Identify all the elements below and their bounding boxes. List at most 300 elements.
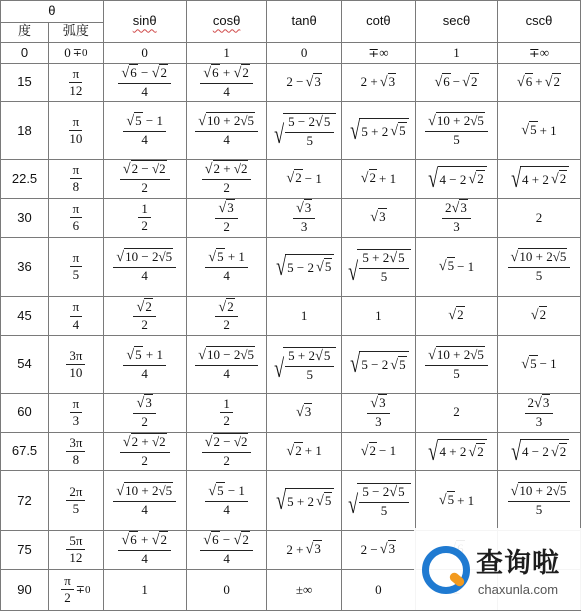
radicand: 10 + 2√5 [519, 249, 567, 265]
denominator: 4 [223, 501, 230, 517]
cos-value-cell [186, 43, 267, 64]
numerator [133, 300, 155, 318]
radical [218, 200, 234, 215]
big-radical [348, 351, 408, 377]
radical [136, 395, 152, 410]
cell-content [418, 259, 495, 275]
radical [203, 65, 219, 80]
degree-cell [1, 102, 49, 159]
big-radical [272, 347, 336, 382]
radicand: 2 [477, 443, 484, 459]
cell-content [500, 163, 578, 193]
expression [522, 445, 567, 461]
radical [511, 483, 568, 498]
expression [522, 172, 567, 188]
degree-value: 18 [17, 122, 32, 138]
radical [205, 434, 249, 449]
sec-header: secθ [416, 1, 498, 43]
radical [521, 123, 537, 139]
radical [126, 113, 142, 128]
radian-value [51, 574, 101, 606]
radical [380, 75, 396, 91]
numerator [113, 484, 176, 502]
radian-value [51, 46, 101, 60]
radical-sign: √ [389, 250, 398, 267]
numerator [123, 348, 166, 366]
radian-value [51, 251, 101, 283]
radical-sign: √ [390, 356, 399, 373]
fraction [133, 396, 155, 429]
degree-cell [1, 63, 49, 102]
cell-content [189, 201, 265, 234]
sec-value-cell [416, 432, 498, 471]
radical [315, 348, 331, 363]
sin-value-cell [103, 471, 186, 530]
sec-value-cell [416, 297, 498, 336]
cell-content [189, 162, 265, 195]
cell-content [189, 114, 265, 147]
radicand [520, 166, 569, 192]
numerator [70, 397, 83, 413]
table-body [1, 43, 581, 611]
denominator: 2 [223, 219, 230, 234]
math-text: 0 [375, 581, 382, 597]
radical-sign: √ [428, 346, 436, 363]
cos-value-cell [186, 237, 267, 296]
cot-value-cell [341, 237, 415, 296]
radical-sign: √ [204, 434, 213, 450]
cell-content [344, 396, 413, 429]
radian-value [51, 115, 101, 147]
fraction [133, 300, 155, 333]
math-text: π [72, 200, 80, 216]
degree-value: 75 [17, 541, 32, 557]
radical [511, 249, 568, 264]
math-text: + 1 [539, 122, 557, 138]
cell-content [106, 46, 184, 60]
denominator: 5 [453, 131, 460, 147]
denominator: 2 [141, 452, 148, 468]
cos-value-cell [186, 63, 267, 102]
math-text: 1 [141, 581, 148, 597]
cell-content [269, 583, 338, 597]
cell-content [106, 114, 184, 147]
tan-value-cell [267, 471, 341, 530]
fraction [70, 202, 83, 234]
denominator: 5 [72, 501, 80, 517]
expression [361, 542, 396, 558]
radian-cell [49, 159, 104, 198]
radical-sign: √ [350, 115, 361, 145]
radicand: 2 [242, 532, 249, 548]
radical-sign: √ [208, 483, 217, 500]
denominator: 2 [223, 413, 230, 429]
csc-value-cell [497, 432, 580, 471]
denominator: 5 [380, 269, 388, 285]
radian-cell [49, 63, 104, 102]
denominator: 2 [64, 590, 71, 606]
cos-value-cell [186, 471, 267, 530]
radical-sign: √ [370, 395, 379, 412]
radical-sign: √ [274, 120, 285, 150]
denominator: 4 [141, 131, 148, 147]
radicand: 5 [324, 492, 332, 508]
expression [439, 493, 474, 509]
fraction [359, 485, 408, 518]
big-radical [346, 483, 410, 518]
math-text: − [452, 74, 461, 90]
sec-value-cell [416, 237, 498, 296]
radical-sign: √ [121, 64, 130, 81]
numerator [120, 162, 170, 180]
radicand: 5 [217, 483, 224, 499]
cell-content [269, 309, 338, 323]
big-radical [426, 163, 486, 193]
tan-value-cell [267, 102, 341, 159]
magnifier-ring [422, 546, 470, 594]
radicand: 3 [379, 395, 386, 411]
degree-cell [1, 198, 49, 237]
radicand: 6 [212, 532, 219, 548]
fraction [195, 114, 258, 147]
cell-content [500, 436, 578, 466]
radian-cell [49, 569, 104, 610]
fraction [205, 250, 248, 283]
math-text: 2π [69, 483, 83, 499]
radical-sign: √ [516, 73, 525, 90]
math-text: + [535, 74, 543, 90]
degree-cell [1, 393, 49, 432]
radical [126, 347, 142, 362]
math-text: + [219, 64, 234, 80]
csc-value-cell [497, 237, 580, 296]
cos-value-cell [186, 432, 267, 471]
radical-sign: √ [151, 532, 160, 549]
cell-content [418, 75, 495, 91]
cos-value-cell [186, 198, 267, 237]
denominator: 5 [306, 366, 313, 382]
cot-value-cell [341, 297, 415, 336]
denominator: 2 [141, 413, 148, 429]
radical-sign: √ [438, 491, 447, 508]
sin-value-cell [103, 336, 186, 393]
math-text: π [72, 250, 80, 266]
radicand: 5 [530, 121, 537, 137]
numerator [66, 534, 85, 550]
radicand: 3 [314, 541, 321, 557]
expression [361, 75, 396, 91]
radicand: 3 [388, 541, 396, 557]
math-text: 1 [453, 44, 460, 60]
big-radical [348, 115, 408, 145]
denominator: 3 [300, 219, 308, 234]
sec-value-cell [416, 159, 498, 198]
cell-content [189, 66, 265, 99]
expression [440, 172, 485, 188]
radicand: 10 − 2√5 [125, 249, 173, 265]
numerator [285, 349, 334, 367]
radical-sign: √ [203, 532, 212, 549]
radicand: 6 [130, 64, 137, 80]
denominator: 3 [375, 413, 382, 429]
math-text: 5 − 2 [361, 357, 389, 373]
denominator: 8 [72, 452, 80, 467]
cell-content [344, 309, 413, 323]
expression [434, 75, 478, 91]
fraction [66, 534, 85, 566]
cot-value-cell [341, 569, 415, 610]
radical [551, 172, 567, 188]
radicand: 2 [295, 169, 302, 185]
radian-sub: ∓0 [72, 46, 88, 59]
radical-sign: √ [448, 307, 457, 324]
cell-content [344, 249, 413, 284]
numerator [205, 250, 248, 268]
fraction [200, 533, 253, 566]
magnifier-icon [420, 544, 470, 594]
numerator [293, 201, 315, 219]
fraction [285, 115, 334, 148]
radical-sign: √ [530, 307, 539, 324]
radicand [283, 113, 336, 148]
numerator [118, 66, 171, 84]
sec-value-cell [416, 336, 498, 393]
numerator [195, 114, 258, 132]
denominator: 3 [535, 413, 543, 429]
cell-content [344, 542, 413, 558]
radicand: 3 [542, 395, 550, 411]
radical-sign: √ [316, 259, 324, 276]
radical [315, 114, 331, 129]
radicand: 2 [160, 64, 167, 80]
radical [121, 532, 137, 547]
radical [551, 445, 567, 461]
math-text: 0 [223, 581, 230, 597]
fraction [205, 484, 248, 517]
radicand: 10 + 2√5 [519, 483, 567, 499]
fraction [70, 300, 83, 332]
tan-header: tanθ [267, 1, 341, 43]
radicand: 2 [369, 442, 377, 458]
radical-sign: √ [510, 483, 519, 500]
radical [434, 75, 450, 91]
radical-sign: √ [348, 490, 359, 520]
radical-sign: √ [462, 73, 470, 90]
radical-sign: √ [305, 541, 314, 558]
logo-text [476, 541, 560, 597]
cell-content [106, 583, 184, 597]
denominator: 2 [141, 180, 148, 196]
csc-header: cscθ [497, 1, 580, 43]
tan-value-cell [267, 63, 341, 102]
fraction [200, 66, 253, 99]
cell-content [106, 300, 184, 333]
expression [286, 171, 321, 187]
radicand: 3 [314, 73, 321, 89]
math-text: − 1 [224, 483, 245, 499]
sin-value-cell [103, 63, 186, 102]
fraction [525, 396, 554, 429]
cell-content [269, 75, 338, 91]
radical-sign: √ [390, 122, 399, 139]
radical-sign: √ [350, 349, 361, 379]
radical [439, 259, 455, 275]
cell-content [418, 114, 495, 147]
fraction [195, 348, 258, 381]
math-text: + 1 [457, 492, 475, 508]
numerator [133, 396, 155, 414]
degree-cell [1, 530, 49, 569]
degree-header: 度 [1, 23, 49, 43]
denominator: 5 [453, 365, 460, 381]
radicand: 5 [135, 113, 142, 129]
math-text: 5 − 2 [288, 114, 315, 130]
radical-sign: √ [198, 346, 207, 363]
radian-cell [49, 43, 104, 64]
degree-cell [1, 297, 49, 336]
radicand [438, 439, 487, 465]
radical-sign: √ [286, 169, 295, 186]
degree-value: 67.5 [11, 443, 38, 459]
big-radical [274, 485, 334, 515]
table-row [1, 159, 581, 198]
degree-value: 22.5 [11, 170, 38, 186]
fraction [215, 300, 237, 333]
fraction [359, 251, 408, 284]
radical-sign: √ [305, 73, 314, 90]
radical [521, 357, 537, 373]
tan-value-cell [267, 43, 341, 64]
radicand: 6 [130, 532, 137, 548]
radical-sign: √ [379, 73, 388, 90]
radicand [357, 249, 410, 284]
math-text: + 1 [224, 249, 245, 265]
cell-content [189, 484, 265, 517]
radian-value [51, 202, 101, 234]
radical-sign: √ [136, 395, 145, 412]
denominator: 2 [141, 317, 148, 333]
cell-content [269, 113, 338, 148]
cot-value-cell [341, 471, 415, 530]
fraction [113, 250, 176, 283]
cot-value-cell [341, 530, 415, 569]
header-row-1 [1, 1, 581, 23]
fraction [215, 201, 237, 234]
radical [534, 395, 550, 410]
radicand: 5 [324, 259, 332, 275]
radical-sign: √ [276, 251, 287, 281]
radicand: 2 [471, 73, 478, 89]
tan-value-cell [267, 198, 341, 237]
radical [208, 249, 224, 264]
radical [462, 75, 478, 91]
cos-value-cell [186, 159, 267, 198]
numerator [69, 115, 82, 131]
fraction [70, 163, 83, 195]
math-text: 4 + 2 [522, 171, 549, 187]
degree-cell [1, 43, 49, 64]
radicand: 10 − 2√5 [207, 346, 254, 362]
cos-value-cell [186, 569, 267, 610]
table-row [1, 432, 581, 471]
fraction [113, 484, 176, 517]
radicand [359, 351, 408, 377]
expression [517, 75, 561, 91]
radicand: 2 [295, 442, 302, 458]
numerator [113, 250, 176, 268]
table-row [1, 102, 581, 159]
degree-cell [1, 569, 49, 610]
csc-value-cell [497, 102, 580, 159]
radical [448, 308, 464, 324]
math-text: + [137, 532, 152, 548]
radical-sign: √ [379, 541, 388, 558]
csc-value-cell [497, 159, 580, 198]
cot-value-cell [341, 43, 415, 64]
radical [390, 358, 406, 374]
math-text: − [137, 64, 152, 80]
radian-cell [49, 471, 104, 530]
denominator: 3 [453, 219, 460, 234]
radical [286, 171, 302, 187]
radical-sign: √ [122, 434, 131, 450]
radical [152, 532, 168, 547]
numerator [215, 300, 237, 318]
math-text: 2 [535, 209, 543, 225]
radical [136, 299, 152, 314]
denominator: 2 [223, 317, 230, 333]
radical-sign: √ [468, 170, 477, 187]
csc-value-cell [497, 297, 580, 336]
radian-main [69, 67, 82, 99]
cell-content [344, 75, 413, 91]
numerator [66, 485, 85, 501]
radicand: 2 [539, 307, 547, 323]
radical-sign: √ [521, 121, 530, 138]
fraction [66, 436, 85, 468]
radical [389, 250, 405, 265]
radicand: 6 [525, 73, 533, 89]
radicand: 10 + 2√5 [436, 346, 484, 362]
sin-value-cell [103, 102, 186, 159]
radicand: 3 [304, 200, 312, 216]
csc-value-cell [497, 336, 580, 393]
numerator [118, 533, 171, 551]
cell-content [500, 211, 578, 225]
radian-value [51, 534, 101, 566]
radical-sign: √ [434, 73, 443, 90]
radicand [285, 488, 334, 514]
expression [361, 124, 406, 140]
tan-value-cell [267, 159, 341, 198]
denominator: 4 [141, 501, 148, 517]
radical [545, 75, 561, 91]
radical-sign: √ [286, 442, 295, 459]
cell-content [418, 436, 495, 466]
radicand: 3 [379, 208, 386, 224]
radicand: 6 [443, 73, 450, 89]
radicand [357, 483, 410, 518]
denominator: 4 [223, 268, 230, 284]
cell-content [500, 75, 578, 91]
radical [305, 75, 321, 91]
degree-cell [1, 432, 49, 471]
cell-content [189, 46, 265, 60]
cot-value-cell [341, 159, 415, 198]
math-text: 4 − 2 [439, 171, 467, 187]
expression [361, 444, 396, 460]
radical [116, 249, 173, 264]
